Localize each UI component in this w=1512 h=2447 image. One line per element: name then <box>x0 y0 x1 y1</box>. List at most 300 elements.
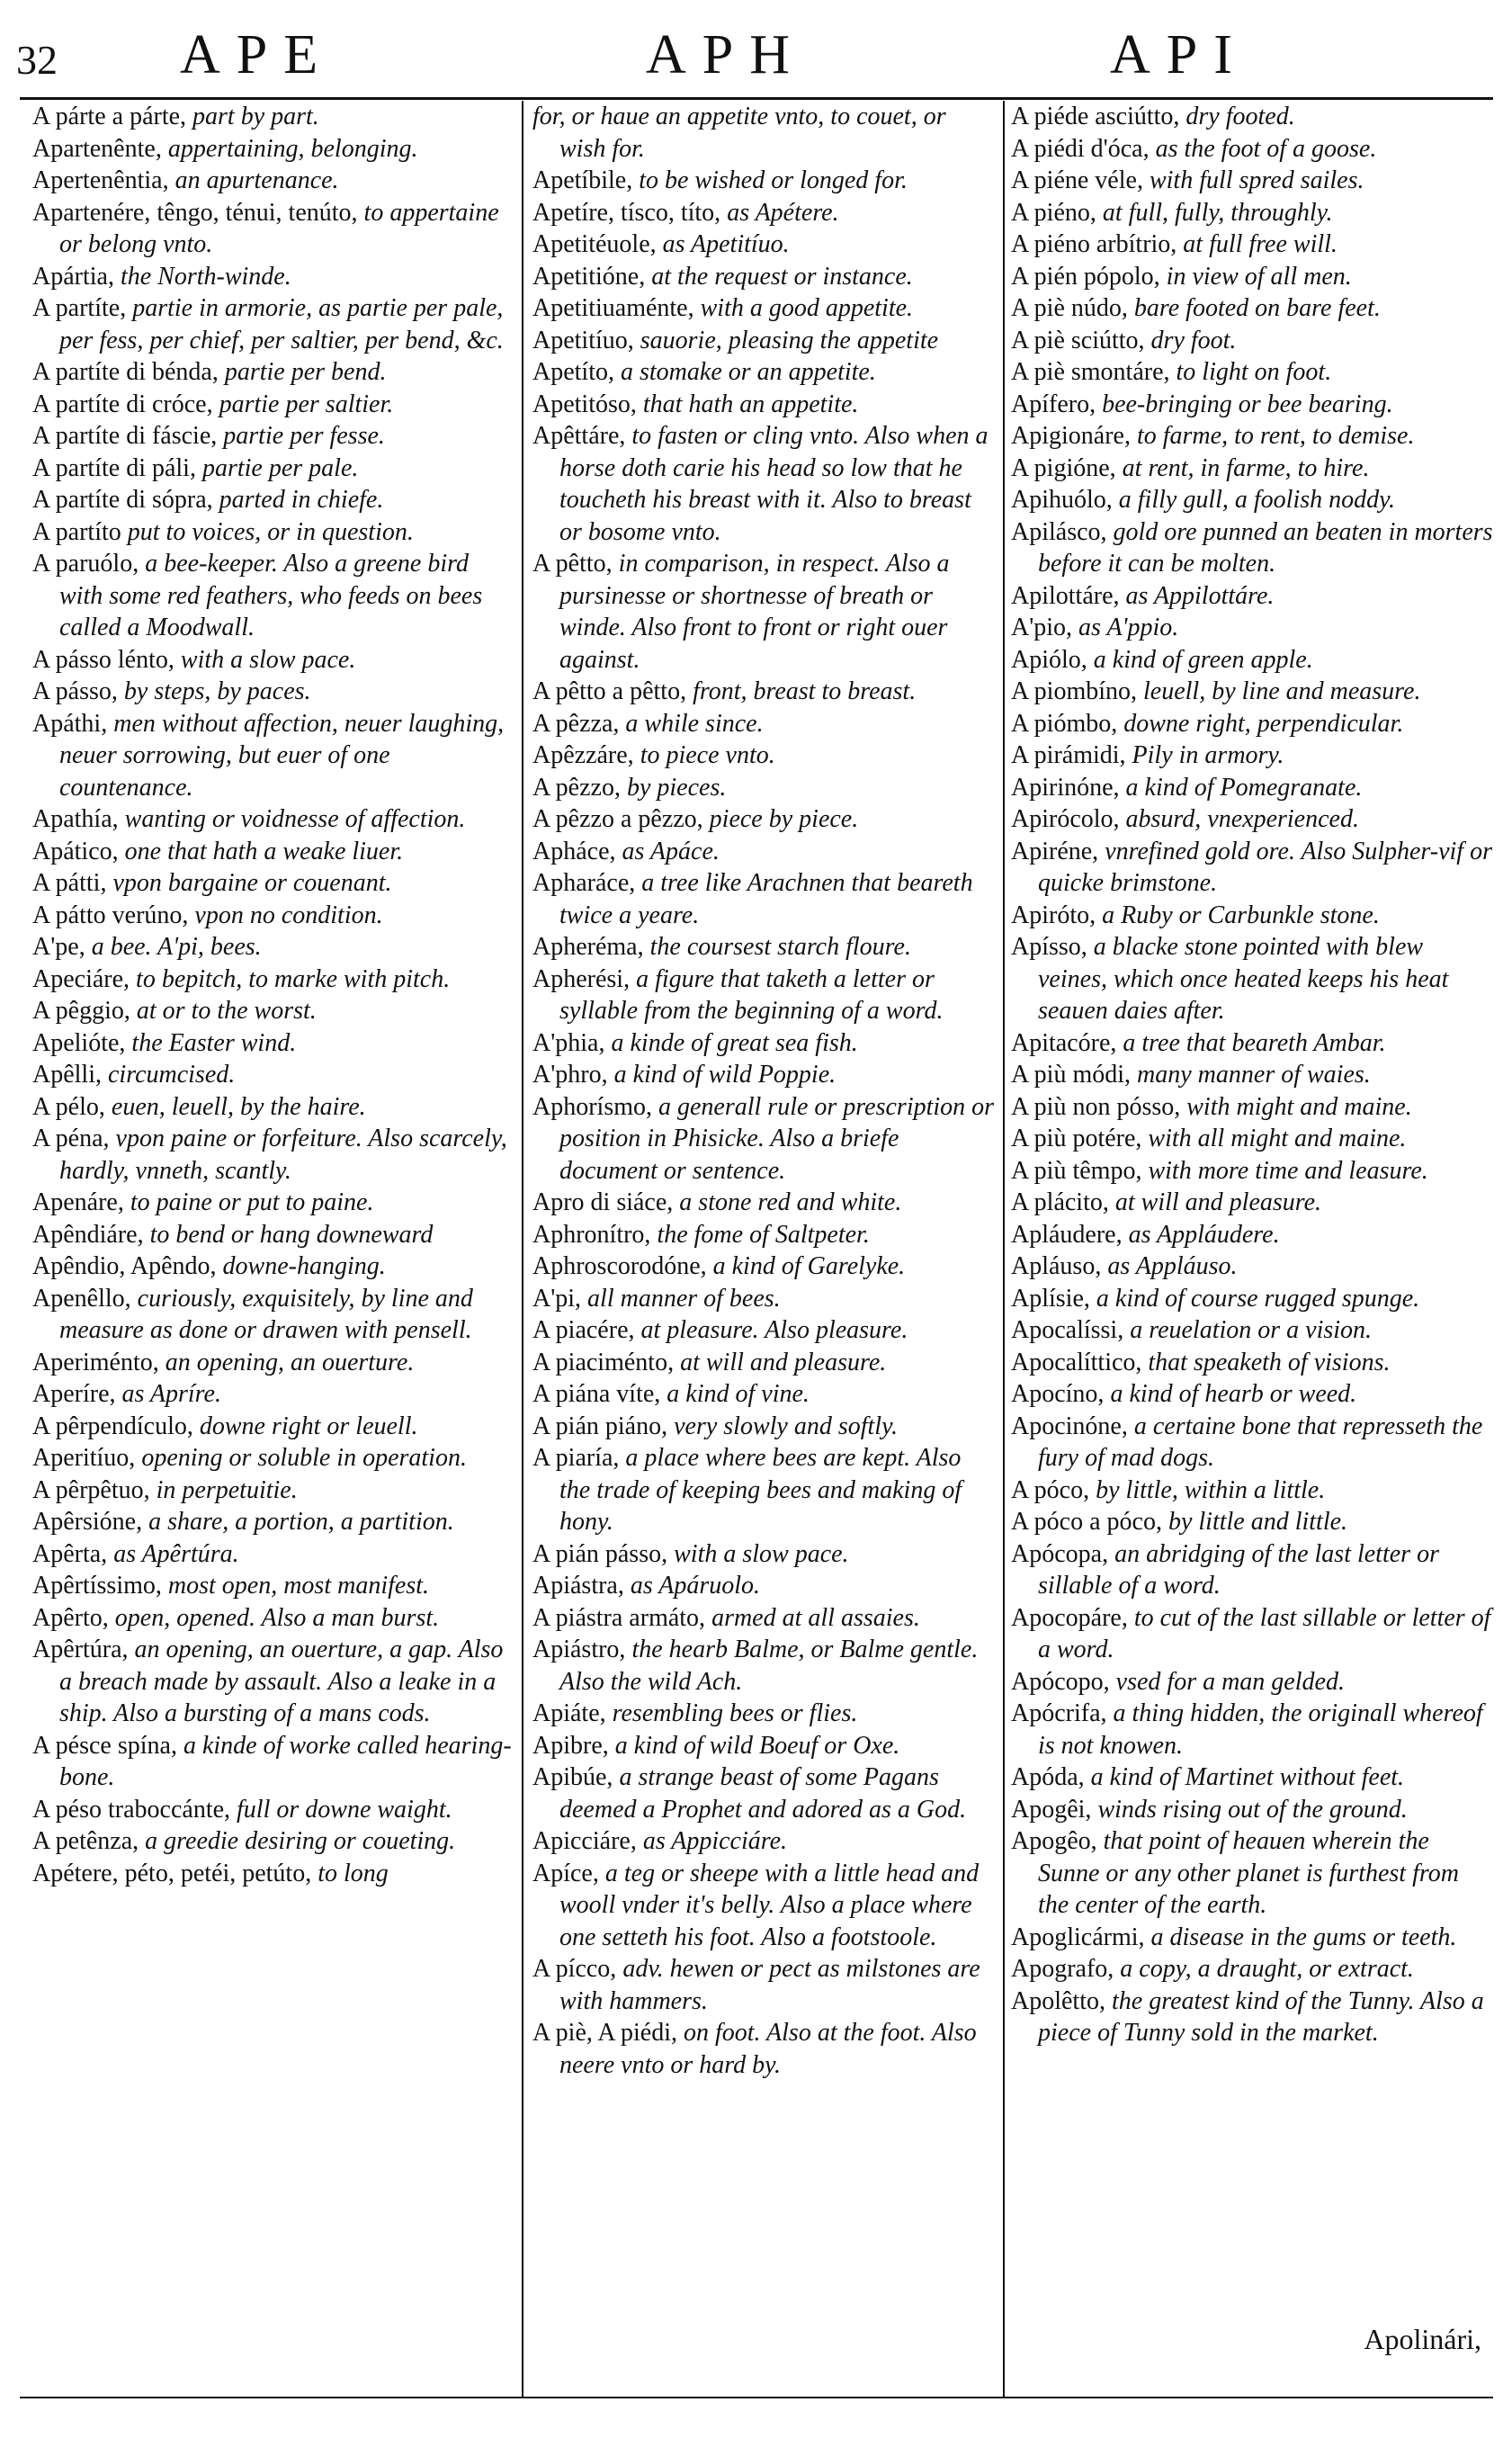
dictionary-entry <box>32 1602 513 1635</box>
entry-definition: as Appicciáre. <box>642 1827 788 1855</box>
dictionary-entry <box>532 772 995 804</box>
entry-definition: to bepitch, to marke with pitch. <box>136 964 451 993</box>
dictionary-entry <box>532 1602 995 1635</box>
entry-headword: Apherési, <box>532 964 631 993</box>
entry-headword: Apláudere, <box>1011 1220 1123 1249</box>
dictionary-entry <box>532 708 995 740</box>
dictionary-entry <box>532 1634 995 1698</box>
entry-definition: bee-bringing or bee bearing. <box>1102 390 1393 418</box>
dictionary-entry <box>32 900 513 932</box>
dictionary-entry <box>1011 1506 1493 1538</box>
entry-definition: a while since. <box>625 709 764 738</box>
entry-headword: A pián piáno, <box>532 1412 668 1440</box>
entry-headword: A póco a póco, <box>1011 1508 1162 1536</box>
entry-definition: front, breast to breast. <box>693 677 917 705</box>
entry-definition: an apurtenance. <box>174 166 339 194</box>
dictionary-entry <box>532 229 995 261</box>
entry-definition: at full free will. <box>1183 230 1338 258</box>
dictionary-entry <box>32 1347 513 1379</box>
entry-definition: euen, leuell, by the haire. <box>111 1092 366 1121</box>
entry-definition: most open, most manifest. <box>167 1572 429 1600</box>
entry-definition: a share, a portion, a partition. <box>148 1508 454 1536</box>
entry-definition: a kinde of worke called hearing-bone. <box>59 1731 512 1791</box>
dictionary-entry <box>1011 1250 1493 1283</box>
dictionary-entry <box>532 867 995 931</box>
dictionary-entry <box>1011 1794 1493 1826</box>
entry-headword: Apiólo, <box>1011 645 1087 674</box>
entry-definition: at will and pleasure. <box>680 1348 887 1376</box>
dictionary-entry <box>32 356 513 389</box>
entry-definition: to piece vnto. <box>640 741 775 769</box>
entry-headword: Apitacóre, <box>1011 1028 1117 1057</box>
entry-definition: a disease in the gums or teeth. <box>1150 1923 1457 1951</box>
dictionary-entry <box>532 1825 995 1858</box>
entry-definition: a kind of wild Boeuf or Oxe. <box>614 1731 900 1760</box>
entry-definition: the hearb Balme, or Balme gentle. Also the wild Ach. <box>559 1636 979 1696</box>
dictionary-entry <box>32 1730 513 1794</box>
dictionary-entry <box>1011 356 1493 389</box>
dictionary-entry <box>1011 389 1493 421</box>
entry-headword: A pirámidi, <box>1011 741 1126 769</box>
entry-headword: A piástra armáto, <box>532 1603 706 1632</box>
entry-definition: a blacke stone pointed with blew veines, which once heated keeps his heat seauen daies after. <box>1038 933 1449 1025</box>
entry-headword: A piaciménto, <box>532 1348 675 1376</box>
dictionary-entry <box>532 1187 995 1219</box>
dictionary-entry <box>1011 1155 1493 1188</box>
dictionary-entry <box>1011 739 1493 772</box>
entry-headword: Apoglicármi, <box>1011 1923 1145 1951</box>
entry-headword: A pícco, <box>532 1955 617 1983</box>
column-right <box>1011 101 1493 2049</box>
dictionary-entry <box>32 1794 513 1826</box>
dictionary-entry <box>532 1698 995 1730</box>
entry-headword: A pátti, <box>32 869 107 897</box>
entry-headword: Apigionáre, <box>1011 422 1131 450</box>
dictionary-entry <box>532 261 995 293</box>
entry-headword: Apeciáre, <box>32 964 130 993</box>
entry-definition: to be wished or longed for. <box>639 166 908 194</box>
entry-definition: a kind of vine. <box>667 1380 810 1408</box>
dictionary-entry <box>32 261 513 293</box>
dictionary-entry <box>32 1474 513 1507</box>
entry-definition: Pily in armory. <box>1132 741 1284 769</box>
entry-definition: partie per pale. <box>201 453 359 482</box>
dictionary-entry <box>1011 1283 1493 1315</box>
entry-definition: a kind of Martinet without feet. <box>1090 1763 1405 1791</box>
entry-definition: wanting or voidnesse of affection. <box>124 805 466 833</box>
dictionary-entry <box>532 1953 995 2017</box>
entry-definition: very slowly and softly. <box>674 1412 898 1440</box>
entry-headword: A partíte, <box>32 294 127 322</box>
entry-definition: to cut of the last sillable or letter of a word. <box>1038 1603 1491 1663</box>
entry-definition: a tree like Arachnen that beareth twice a yeare. <box>559 869 973 929</box>
entry-definition: a kind of course rugged spunge. <box>1096 1284 1420 1313</box>
dictionary-entry <box>32 708 513 804</box>
dictionary-entry <box>1011 1538 1493 1602</box>
dictionary-entry <box>1011 612 1493 644</box>
dictionary-entry <box>32 389 513 421</box>
entry-headword: Aplísie, <box>1011 1284 1090 1313</box>
entry-definition: the Easter wind. <box>131 1028 297 1057</box>
entry-definition: leuell, by line and measure. <box>1143 677 1421 705</box>
entry-headword: Apêrto, <box>32 1603 109 1632</box>
dictionary-entry <box>532 1059 995 1091</box>
entry-headword: A péna, <box>32 1125 110 1152</box>
dictionary-entry <box>32 1411 513 1443</box>
dictionary-entry <box>1011 484 1493 516</box>
entry-headword: Apetitéuole, <box>532 230 657 258</box>
entry-headword: A pésce spína, <box>32 1731 177 1760</box>
entry-definition: with a good appetite. <box>700 294 914 322</box>
dictionary-entry <box>32 836 513 868</box>
entry-headword: A piè smontáre, <box>1011 358 1170 386</box>
entry-definition: a kind of hearb or weed. <box>1110 1380 1357 1408</box>
entry-headword: Apartenênte, <box>32 134 162 163</box>
dictionary-entry <box>1011 1474 1493 1507</box>
entry-definition: as Apáruolo. <box>630 1572 761 1600</box>
entry-headword: A pêzzo, <box>532 773 621 802</box>
dictionary-entry <box>1011 292 1493 325</box>
entry-definition: by steps, by paces. <box>123 677 311 705</box>
page-number: 32 <box>16 37 58 83</box>
entry-headword: A partíte di cróce, <box>32 390 213 418</box>
entry-headword: Apóda, <box>1011 1763 1085 1791</box>
dictionary-entry <box>1011 644 1493 677</box>
entry-headword: A piè núdo, <box>1011 294 1128 322</box>
dictionary-entry <box>32 292 513 356</box>
entry-headword: A partíte di páli, <box>32 453 196 482</box>
dictionary-entry <box>532 1283 995 1315</box>
entry-definition: absurd, vnexperienced. <box>1125 805 1359 833</box>
entry-definition: a thing hidden, the originall whereof is not knowen. <box>1038 1699 1483 1760</box>
entry-definition: a kind of green apple. <box>1093 645 1313 674</box>
entry-headword: Apirócolo, <box>1011 805 1120 833</box>
entry-headword: A piaría, <box>532 1444 620 1472</box>
entry-headword: A pêrpendículo, <box>32 1412 193 1440</box>
dictionary-entry <box>1011 261 1493 293</box>
dictionary-entry <box>32 484 513 516</box>
entry-headword: Apártia, <box>32 262 114 291</box>
dictionary-entry <box>32 1634 513 1730</box>
entry-definition: in view of all men. <box>1166 262 1352 291</box>
dictionary-entry <box>32 676 513 708</box>
column-divider-1 <box>522 101 523 2397</box>
entry-headword: Apísso, <box>1011 933 1087 961</box>
entry-headword: A partíte di sópra, <box>32 486 213 514</box>
entry-headword: A più potére, <box>1011 1125 1142 1152</box>
dictionary-entry <box>1011 900 1493 932</box>
entry-headword: A piacére, <box>532 1316 635 1344</box>
entry-headword: Apolêtto, <box>1011 1986 1105 2015</box>
entry-definition: a teg or sheepe with a little head and wooll vnder it's belly. Also a place where one setteth his foot. Also a footstoole. <box>559 1859 980 1951</box>
entry-definition: a bee. A'pi, bees. <box>91 933 262 961</box>
dictionary-entry <box>1011 516 1493 580</box>
entry-headword: A partíto <box>32 517 121 546</box>
entry-headword: A pêrpêtuo, <box>32 1475 150 1504</box>
entry-definition: by little and little. <box>1168 1508 1348 1536</box>
entry-definition: downe-hanging. <box>222 1252 386 1280</box>
entry-definition: that point of heauen wherein the Sunne or any other planet is furthest from the center of the earth. <box>1038 1827 1459 1919</box>
entry-headword: Apêrsióne, <box>32 1508 143 1536</box>
dictionary-entry <box>532 1219 995 1251</box>
dictionary-entry <box>532 1250 995 1283</box>
entry-headword: Apihuólo, <box>1011 486 1113 514</box>
dictionary-entry <box>32 516 513 549</box>
entry-headword: Apêrtíssimo, <box>32 1572 162 1600</box>
entry-headword: Apibre, <box>532 1731 609 1760</box>
column-middle <box>532 101 995 2081</box>
dictionary-entry <box>32 548 513 644</box>
dictionary-entry <box>32 1858 513 1890</box>
entry-headword: Apiréne, <box>1011 837 1099 865</box>
entry-definition: vpon no condition. <box>194 901 383 929</box>
dictionary-entry <box>32 644 513 677</box>
entry-definition: to paine or put to paine. <box>130 1188 374 1216</box>
entry-headword: A párte a párte, <box>32 103 187 130</box>
entry-headword: A piéde asciútto, <box>1011 103 1180 130</box>
entry-headword: Apláuso, <box>1011 1252 1102 1280</box>
entry-definition: to farme, to rent, to demise. <box>1136 422 1415 450</box>
entry-headword: A pêzzo a pêzzo, <box>532 805 703 833</box>
entry-headword: A piombíno, <box>1011 677 1138 705</box>
entry-definition: a generall rule or prescription or position in Phisicke. Also a briefe document or sentence. <box>559 1092 995 1185</box>
entry-definition: partie per fesse. <box>223 422 385 450</box>
entry-definition: vpon bargaine or couenant. <box>112 869 392 897</box>
entry-definition: in comparison, in respect. Also a pursinesse or shortnesse of breath or winde. Also front to front or right ouer against. <box>559 550 950 674</box>
entry-definition: an abridging of the last letter or sillable of a word. <box>1038 1539 1439 1600</box>
entry-headword: Aphronítro, <box>532 1220 651 1249</box>
dictionary-entry <box>1011 1922 1493 1954</box>
entry-headword: Apografo, <box>1011 1955 1114 1983</box>
entry-definition: a certaine bone that represseth the fury of mad dogs. <box>1038 1412 1483 1472</box>
entry-headword: Aphorísmo, <box>532 1092 652 1121</box>
dictionary-entry <box>32 867 513 900</box>
dictionary-entry <box>532 1442 995 1538</box>
dictionary-entry <box>1011 931 1493 1027</box>
column-left <box>32 101 513 1889</box>
dictionary-entry <box>1011 676 1493 708</box>
entry-definition: at the request or instance. <box>651 262 913 291</box>
entry-headword: Aperitíuo, <box>32 1444 136 1472</box>
dictionary-entry <box>1011 133 1493 166</box>
entry-definition: with more time and leasure. <box>1148 1156 1428 1185</box>
entry-definition: the North-winde. <box>120 262 291 291</box>
entry-headword: Apheréma, <box>532 933 644 961</box>
dictionary-entry <box>532 1538 995 1571</box>
dictionary-entry <box>32 1570 513 1602</box>
dictionary-entry <box>532 389 995 421</box>
dictionary-entry <box>1011 1187 1493 1219</box>
dictionary-entry <box>32 1378 513 1411</box>
entry-headword: Apetíbile, <box>532 166 633 194</box>
entry-headword: Apibúe, <box>532 1763 613 1791</box>
dictionary-entry <box>1011 836 1493 900</box>
dictionary-entry <box>1011 1378 1493 1411</box>
entry-definition: a place where bees are kept. Also the trade of keeping bees and making of hony. <box>559 1444 962 1536</box>
entry-definition: all manner of bees. <box>587 1284 781 1313</box>
entry-definition: on foot. Also at the foot. Also neere vnto or hard by. <box>559 2019 977 2079</box>
dictionary-entry <box>32 1506 513 1538</box>
dictionary-entry <box>1011 1347 1493 1379</box>
dictionary-entry <box>532 676 995 708</box>
entry-headword: Apocalíttico, <box>1011 1348 1142 1376</box>
entry-definition: bare footed on bare feet. <box>1133 294 1381 322</box>
entry-definition: full or downe waight. <box>237 1795 452 1824</box>
dictionary-entry <box>32 1091 513 1124</box>
dictionary-entry <box>32 995 513 1027</box>
dictionary-entry <box>32 1219 513 1251</box>
dictionary-entry <box>32 1825 513 1858</box>
entry-definition: partie per saltier. <box>219 390 394 418</box>
entry-definition: as Apêrtúra. <box>113 1539 239 1568</box>
dictionary-entry <box>1011 1123 1493 1155</box>
entry-definition: open, opened. Also a man burst. <box>114 1603 440 1632</box>
entry-headword: Apilásco, <box>1011 517 1107 546</box>
entry-headword: Aphroscorodóne, <box>532 1252 707 1280</box>
entry-headword: A partíte di bénda, <box>32 358 219 386</box>
entry-headword: Apetitóso, <box>532 390 637 418</box>
entry-definition: a stomake or an appetite. <box>621 358 876 386</box>
dictionary-entry <box>1011 229 1493 261</box>
entry-definition: as A'ppio. <box>1078 614 1179 641</box>
dictionary-entry <box>1011 1059 1493 1091</box>
dictionary-entry <box>32 1059 513 1091</box>
entry-definition: that speaketh of visions. <box>1148 1348 1391 1376</box>
dictionary-entry <box>32 1283 513 1347</box>
entry-definition: vnrefined gold ore. Also Sulpher-vif or quicke brimstone. <box>1038 837 1492 897</box>
entry-definition: adv. hewen or pect as milstones are with hammers. <box>559 1955 980 2015</box>
entry-definition: partie per bend. <box>224 358 387 386</box>
entry-definition: as Appláuso. <box>1107 1252 1238 1280</box>
entry-headword: A piè sciútto, <box>1011 326 1145 354</box>
entry-headword: Aperíre, <box>32 1380 116 1408</box>
dictionary-entry <box>532 1347 995 1379</box>
entry-headword: A'phro, <box>532 1061 608 1089</box>
entry-definition: a kinde of great sea fish. <box>611 1028 858 1057</box>
dictionary-entry <box>32 1123 513 1187</box>
entry-definition: with all might and maine. <box>1148 1125 1407 1152</box>
entry-definition: a filly gull, a foolish noddy. <box>1118 486 1396 514</box>
dictionary-entry <box>32 803 513 836</box>
entry-headword: Apêzzáre, <box>532 741 634 769</box>
entry-headword: A póco, <box>1011 1475 1090 1504</box>
dictionary-entry <box>532 2017 995 2081</box>
entry-headword: A pêtto, <box>532 550 613 578</box>
dictionary-entry <box>32 197 513 261</box>
entry-headword: Apetíto, <box>532 358 614 386</box>
entry-headword: Apilottáre, <box>1011 581 1120 610</box>
entry-headword: Apiástro, <box>532 1636 626 1663</box>
dictionary-entry <box>1011 197 1493 229</box>
dictionary-entry <box>32 420 513 453</box>
entry-headword: A partíte di fáscie, <box>32 422 218 450</box>
entry-headword: A piéno arbítrio, <box>1011 230 1177 258</box>
dictionary-entry <box>32 1442 513 1474</box>
entry-headword: Apiástra, <box>532 1572 624 1600</box>
entry-definition: partie in armorie, as partie per pale, per fess, per chief, per saltier, per bend, &c. <box>59 294 504 354</box>
entry-definition: resembling bees or flies. <box>612 1699 858 1727</box>
entry-headword: A più non pósso, <box>1011 1092 1181 1121</box>
entry-definition: gold ore punned an beaten in morters before it can be molten. <box>1038 517 1493 578</box>
entry-headword: Apíce, <box>532 1859 599 1887</box>
entry-definition: the coursest starch floure. <box>649 933 911 961</box>
entry-headword: Apêrtúra, <box>32 1636 129 1663</box>
entry-definition: winds rising out of the ground. <box>1097 1795 1408 1824</box>
entry-headword: A'pe, <box>32 933 85 961</box>
entry-headword: Apáthi, <box>32 709 108 738</box>
entry-definition: curiously, exquisitely, by line and measure as done or drawen with pensell. <box>59 1284 473 1344</box>
dictionary-entry <box>32 1250 513 1283</box>
entry-headword: Apêrta, <box>32 1539 108 1568</box>
entry-definition: to long <box>318 1859 389 1887</box>
entry-definition: as the foot of a goose. <box>1155 134 1377 163</box>
dictionary-entry <box>1011 708 1493 740</box>
entry-definition: a greedie desiring or coueting. <box>145 1827 456 1855</box>
entry-headword: Apiróto, <box>1011 901 1096 929</box>
entry-headword: Apicciáre, <box>532 1827 637 1855</box>
entry-definition: dry footed. <box>1185 103 1295 130</box>
entry-definition: an opening, an ouerture. <box>165 1348 415 1376</box>
dictionary-entry <box>532 165 995 197</box>
entry-definition: downe right, perpendicular. <box>1123 709 1404 738</box>
entry-definition: vpon paine or forfeiture. Also scarcely, hardly, vnneth, scantly. <box>59 1125 507 1185</box>
entry-headword: Apocalíssi, <box>1011 1316 1124 1344</box>
dictionary-entry <box>532 931 995 964</box>
entry-headword: Apócrifa, <box>1011 1699 1107 1727</box>
dictionary-entry <box>1011 1027 1493 1060</box>
entry-definition: with full spred sailes. <box>1149 166 1364 194</box>
entry-headword: A più módi, <box>1011 1061 1132 1089</box>
dictionary-entry <box>1011 772 1493 804</box>
entry-definition: one that hath a weake liuer. <box>124 837 404 865</box>
running-head-left: APE <box>180 24 335 85</box>
entry-definition: many manner of waies. <box>1137 1061 1371 1089</box>
entry-headword: A petênza, <box>32 1827 139 1855</box>
entry-headword: Apháce, <box>532 837 616 865</box>
entry-definition: vsed for a man gelded. <box>1115 1667 1345 1696</box>
dictionary-entry <box>1011 580 1493 613</box>
dictionary-entry <box>532 197 995 229</box>
entry-definition: a stone red and white. <box>679 1188 902 1216</box>
entry-headword: Apartenére, têngo, ténui, tenúto, <box>32 198 358 227</box>
dictionary-entry <box>1011 1314 1493 1347</box>
entry-headword: Apirinóne, <box>1011 773 1120 802</box>
dictionary-entry <box>532 1730 995 1762</box>
dictionary-entry <box>532 836 995 868</box>
entry-headword: Apêndio, Apêndo, <box>32 1252 217 1280</box>
dictionary-entry <box>532 1314 995 1347</box>
entry-headword: A pásso lénto, <box>32 645 174 674</box>
entry-headword: Apro di siáce, <box>532 1188 674 1216</box>
dictionary-entry <box>1011 1698 1493 1761</box>
dictionary-entry <box>32 453 513 485</box>
dictionary-entry <box>32 964 513 996</box>
entry-definition: part by part. <box>192 103 319 130</box>
entry-definition: a tree that beareth Ambar. <box>1123 1028 1386 1057</box>
entry-definition: to bend or hang downeward <box>149 1220 434 1249</box>
entry-definition: the fome of Saltpeter. <box>657 1220 870 1249</box>
entry-definition: as Appilottáre. <box>1125 581 1275 610</box>
entry-definition: at full, fully, throughly. <box>1102 198 1333 227</box>
entry-headword: Apetitiuaménte, <box>532 294 694 322</box>
entry-headword: Apétere, péto, petéi, petúto, <box>32 1859 312 1887</box>
entry-headword: A pêtto a pêtto, <box>532 677 687 705</box>
entry-definition: at rent, in farme, to hire. <box>1122 453 1370 482</box>
entry-definition: at pleasure. Also pleasure. <box>640 1316 908 1344</box>
entry-definition: appertaining, belonging. <box>167 134 418 163</box>
entry-definition: opening or soluble in operation. <box>141 1444 467 1472</box>
entry-definition: as Appláudere. <box>1128 1220 1280 1249</box>
